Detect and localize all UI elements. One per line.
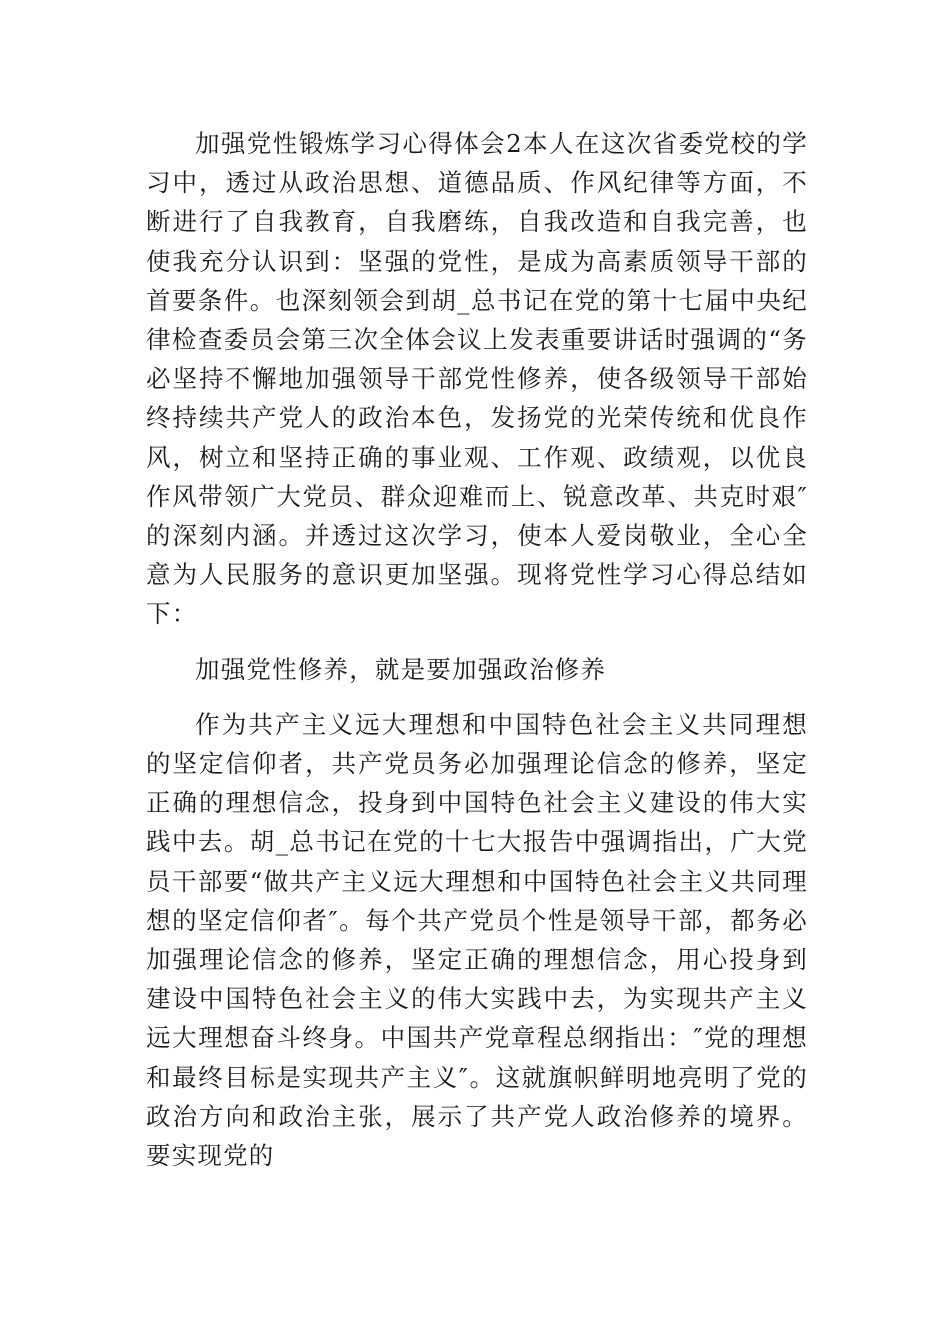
document-body [146,124,808,1175]
paragraph-intro: 加强党性锻炼学习心得体会2本人在这次省委党校的学习中，透过从政治思想、道德品质、作风纪律等方面，不断进行了自我教育，自我磨练，自我改造和自我完善，也使我充分认识到：坚强的党性，是成为高素质领导干部的首要条件。也深刻领会到胡_总书记在党的第十七届中央纪律检查委员会第三次全体会议上发表重要讲话时强调的“务必坚持不懈地加强领导干部党性修养，使各级领导干部始终持续共产党人的政治本色，发扬党的光荣传统和优良作风，树立和坚持正确的事业观、工作观、政绩观，以优良作风带领广大党员、群众迎难而上、锐意改革、共克时艰″的深刻内涵。并透过这次学习，使本人爱岗敬业，全心全意为人民服务的意识更加坚强。现将党性学习心得总结如下： [146,129,808,629]
paragraph-theory: 作为共产主义远大理想和中国特色社会主义共同理想的坚定信仰者，共产党员务必加强理论信念的修养，坚定正确的理想信念，投身到中国特色社会主义建设的伟大实践中去。胡_总书记在党的十七大报告中强调指出，广大党员干部要“做共产主义远大理想和中国特色社会主义共同理想的坚定信仰者″。每个共产党员个性是领导干部，都务必加强理论信念的修养，坚定正确的理想信念，用心投身到建设中国特色社会主义的伟大实践中去，为实现共产主义远大理想奋斗终身。中国共产党章程总纲指出：″党的理想和最终目标是实现共产主义″。这就旗帜鲜明地亮明了党的政治方向和政治主张，展示了共产党人政治修养的境界。要实现党的 [146,709,808,1171]
section-heading: 加强党性修养，就是要加强政治修养 [195,654,607,684]
